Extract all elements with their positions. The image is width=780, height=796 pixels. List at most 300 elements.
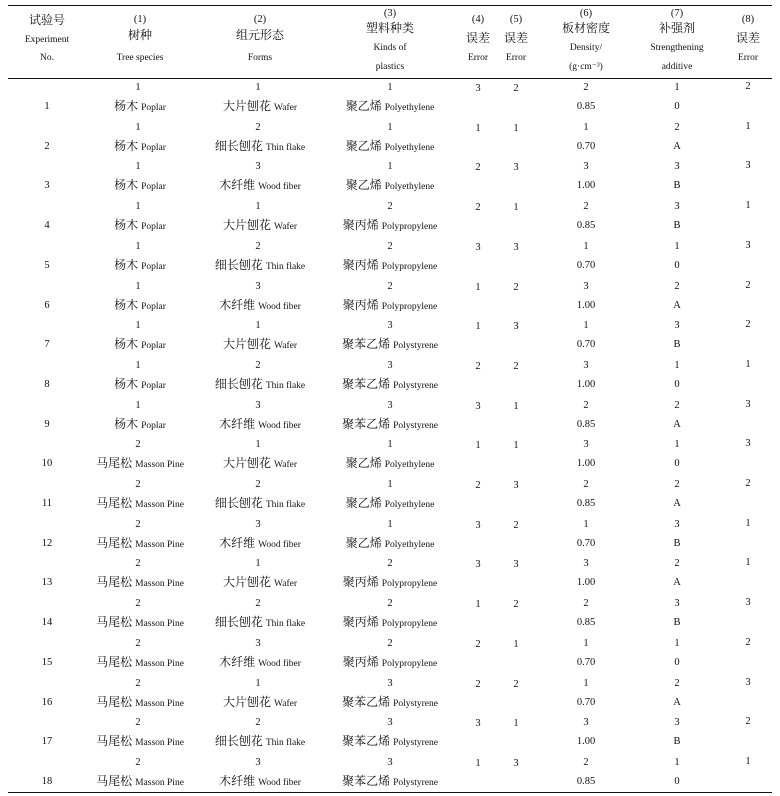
additive-value: B [673,220,681,232]
form-label [201,179,319,193]
form-level: 3 [255,756,261,768]
tree-species-zh: 马尾松 [96,575,133,590]
additive-value: 0 [674,378,680,390]
form-level: 3 [255,518,261,530]
plastic-zh: 聚苯乙烯 [342,337,391,352]
header-title-zh: 误差 [503,31,528,45]
density-level: 1 [583,320,589,332]
form-label [201,338,319,352]
error-8: 1 [745,358,751,370]
plastic-level: 1 [387,439,393,451]
additive-value: B [673,537,681,549]
experiment-number: 2 [44,140,50,152]
plastic-en: Polypropylene [381,261,438,272]
plastic-level: 2 [387,637,393,649]
experiment-number: 4 [44,220,50,232]
plastic-zh: 聚丙烯 [342,615,379,630]
plastic-level: 1 [387,82,393,93]
additive-level: 2 [674,399,680,411]
form-zh: 细长刨花 [214,496,263,510]
form-level: 2 [255,359,261,371]
tree-species-label [80,378,200,392]
header-title-en: Error [467,53,489,63]
plastic-en: Polyethylene [384,500,435,510]
tree-species-label [80,299,200,313]
density-level: 3 [583,161,589,173]
plastic-zh: 聚苯乙烯 [342,416,391,431]
form-level: 3 [255,161,261,173]
density-level: 2 [583,479,589,490]
experiment-number: 17 [41,736,53,748]
experiment-number: 5 [44,259,50,271]
tree-species-label [80,418,200,432]
density-value: 1.00 [576,577,596,589]
form-en: Wafer [274,222,297,233]
form-en: Wafer [274,460,297,471]
plastic-level: 3 [387,717,393,729]
header-title-en: Error [505,53,527,63]
plastic-level: 1 [387,518,393,530]
error-4: 3 [475,241,481,253]
density-level: 3 [583,359,589,371]
tree-species-label [80,537,200,551]
tree-species-level: 2 [135,756,141,768]
additive-level: 3 [674,201,680,213]
error-4: 3 [475,83,481,94]
tree-species-label [80,656,200,670]
plastic-en: Polyethylene [384,460,435,471]
form-label [201,616,319,630]
form-en: Thin flake [265,500,306,510]
header-title-zh: 试验号 [28,13,65,27]
error-5: 1 [513,122,519,134]
tree-species-level: 2 [135,518,141,530]
density-level: 3 [583,280,589,292]
plastic-en: Polyethylene [384,142,435,153]
tree-species-en: Poplar [141,261,166,272]
plastic-en: Polystyrene [393,420,438,431]
header-title-en: Density/ [569,43,603,53]
plastic-level: 1 [387,479,393,490]
form-zh: 细长刨花 [214,376,263,391]
density-level: 3 [583,558,589,570]
tree-species-level: 2 [135,637,141,649]
additive-value: A [673,418,681,430]
density-value: 0.85 [576,418,596,430]
header-number: (8) [741,14,755,25]
plastic-level: 3 [387,756,393,768]
plastic-en: Polypropylene [381,579,438,590]
error-8: 1 [745,200,751,212]
header-title-en: Experiment [24,35,70,45]
form-label [201,219,319,233]
error-8: 2 [745,319,751,331]
error-4: 3 [475,519,481,531]
form-en: Thin flake [265,380,306,391]
error-8: 2 [745,716,751,728]
tree-species-zh: 杨木 [114,416,139,431]
form-zh: 木纤维 [219,297,256,312]
tree-species-zh: 马尾松 [96,535,133,550]
tree-species-label [80,338,200,352]
density-level: 1 [583,121,589,133]
error-5: 2 [513,519,519,531]
form-en: Wafer [274,103,297,113]
plastic-level: 1 [387,161,393,173]
additive-level: 1 [674,637,680,649]
plastic-zh: 聚苯乙烯 [342,773,391,788]
error-8: 1 [745,557,751,569]
additive-level: 1 [674,240,680,252]
form-level: 3 [255,399,261,411]
density-level: 1 [583,240,589,252]
plastic-label [325,537,455,551]
plastic-label [325,616,455,630]
tree-species-zh: 杨木 [114,257,139,272]
error-4: 2 [475,360,481,372]
error-8: 3 [745,239,751,251]
plastic-label [325,497,455,511]
top-rule [8,5,772,6]
plastic-label [325,775,455,789]
header-title-zh: 板材密度 [561,21,610,35]
form-zh: 细长刨花 [214,138,263,153]
tree-species-zh: 杨木 [114,218,139,233]
plastic-level: 2 [387,201,393,213]
experiment-number: 7 [44,339,50,351]
experiment-number: 10 [41,458,53,470]
tree-species-zh: 杨木 [114,99,139,113]
tree-species-en: Poplar [141,420,166,431]
form-en: Thin flake [265,738,306,749]
additive-level: 2 [674,677,680,689]
additive-value: A [673,140,681,152]
tree-species-level: 1 [135,201,141,213]
plastic-level: 1 [387,121,393,133]
tree-species-zh: 杨木 [114,297,139,312]
error-5: 3 [513,757,519,769]
error-5: 2 [513,83,519,94]
density-value: 0.85 [576,220,596,232]
form-en: Wood fiber [258,420,301,431]
density-level: 2 [583,82,589,93]
tree-species-en: Masson Pine [135,500,184,510]
tree-species-label [80,179,200,193]
form-zh: 木纤维 [219,535,256,550]
form-zh: 木纤维 [219,654,256,669]
density-level: 3 [583,717,589,729]
plastic-level: 3 [387,677,393,689]
plastic-label [325,735,455,749]
density-value: 0.85 [576,775,596,787]
tree-species-level: 2 [135,558,141,570]
density-value: 0.70 [576,696,596,708]
form-zh: 大片刨花 [223,575,272,590]
plastic-label [325,576,455,590]
tree-species-level: 2 [135,598,141,610]
error-5: 1 [513,440,519,452]
additive-level: 2 [674,558,680,570]
error-8: 3 [745,438,751,450]
tree-species-en: Poplar [141,103,166,113]
header-number: (4) [471,14,485,25]
error-5: 3 [513,480,519,491]
form-label [201,418,319,432]
error-5: 3 [513,559,519,571]
tree-species-level: 1 [135,320,141,332]
plastic-en: Polystyrene [393,777,438,788]
plastic-zh: 聚丙烯 [342,654,379,669]
plastic-label [325,179,455,193]
form-label [201,100,319,114]
plastic-label [325,696,455,710]
error-8: 3 [745,676,751,688]
error-4: 2 [475,480,481,491]
plastic-en: Polypropylene [381,222,438,233]
tree-species-level: 1 [135,280,141,292]
experiment-number: 15 [41,656,53,668]
additive-level: 1 [674,439,680,451]
header-title-zh: 塑料种类 [365,21,414,35]
tree-species-level: 1 [135,121,141,133]
additive-value: A [673,696,681,708]
density-level: 2 [583,399,589,411]
form-level: 2 [255,598,261,610]
error-5: 1 [513,202,519,214]
header-title-en: Strengthening [650,43,704,53]
plastic-en: Polypropylene [381,301,438,312]
form-en: Wafer [274,341,297,352]
plastic-en: Polypropylene [381,658,438,669]
error-4: 2 [475,162,481,174]
plastic-en: Polystyrene [393,341,438,352]
experiment-number: 14 [41,617,53,629]
experiment-number: 13 [41,577,53,589]
header-title-en: Tree species [116,53,164,63]
header-title-en: plastics [375,62,405,72]
tree-species-en: Poplar [141,182,166,193]
error-4: 3 [475,559,481,571]
error-5: 1 [513,400,519,412]
plastic-zh: 聚丙烯 [342,218,379,233]
error-8: 1 [745,755,751,767]
plastic-en: Polyethylene [384,539,435,550]
density-level: 3 [583,439,589,451]
header-number: (2) [253,14,267,25]
form-label [201,140,319,154]
experiment-number: 6 [44,299,50,311]
error-4: 1 [475,321,481,333]
header-number: (3) [383,8,397,19]
density-value: 1.00 [576,736,596,748]
tree-species-en: Poplar [141,142,166,153]
plastic-zh: 聚乙烯 [345,456,382,471]
tree-species-en: Masson Pine [135,619,184,630]
additive-level: 2 [674,479,680,490]
plastic-en: Polyethylene [384,103,435,113]
header-number: (5) [509,14,523,25]
additive-level: 2 [674,121,680,133]
plastic-label [325,378,455,392]
form-zh: 木纤维 [219,178,256,193]
form-level: 3 [255,280,261,292]
plastic-label [325,299,455,313]
tree-species-label [80,100,200,114]
error-5: 1 [513,718,519,730]
header-number: (1) [133,14,147,25]
form-en: Wood fiber [258,301,301,312]
plastic-label [325,140,455,154]
plastic-zh: 聚乙烯 [345,496,382,510]
error-8: 2 [745,279,751,291]
additive-value: B [673,617,681,629]
plastic-level: 2 [387,280,393,292]
form-en: Wafer [274,579,297,590]
form-label [201,299,319,313]
tree-species-label [80,457,200,471]
form-zh: 大片刨花 [223,694,272,709]
error-4: 2 [475,638,481,650]
header-rule [8,78,772,79]
additive-value: B [673,339,681,351]
tree-species-level: 2 [135,479,141,490]
additive-value: 0 [674,101,680,112]
form-level: 2 [255,121,261,133]
tree-species-label [80,735,200,749]
plastic-en: Polypropylene [381,619,438,630]
form-level: 1 [255,82,261,93]
additive-level: 1 [674,756,680,768]
density-value: 0.70 [576,656,596,668]
plastic-label [325,656,455,670]
error-5: 3 [513,241,519,253]
header-title-zh: 误差 [735,31,760,45]
plastic-level: 3 [387,399,393,411]
error-4: 3 [475,400,481,412]
experiment-number: 16 [41,696,53,708]
error-8: 2 [745,81,751,92]
tree-species-en: Masson Pine [135,460,184,471]
tree-species-level: 2 [135,677,141,689]
experiment-number: 12 [41,537,53,549]
form-level: 1 [255,677,261,689]
additive-level: 3 [674,320,680,332]
density-value: 0.85 [576,498,596,509]
form-zh: 大片刨花 [223,99,272,113]
tree-species-zh: 马尾松 [96,654,133,669]
experiment-number: 1 [44,101,50,112]
tree-species-en: Poplar [141,222,166,233]
tree-species-label [80,497,200,511]
density-level: 2 [583,756,589,768]
tree-species-zh: 杨木 [114,138,139,153]
form-en: Thin flake [265,619,306,630]
tree-species-zh: 马尾松 [96,615,133,630]
tree-species-label [80,259,200,273]
density-value: 0.85 [576,101,596,112]
error-5: 2 [513,360,519,372]
additive-level: 3 [674,717,680,729]
form-label [201,576,319,590]
plastic-level: 3 [387,320,393,332]
plastic-label [325,259,455,273]
density-level: 1 [583,518,589,530]
error-4: 1 [475,440,481,452]
error-4: 3 [475,718,481,730]
plastic-label [325,100,455,114]
error-4: 1 [475,281,481,293]
form-level: 2 [255,479,261,490]
tree-species-zh: 马尾松 [96,496,133,510]
tree-species-label [80,775,200,789]
form-level: 1 [255,439,261,451]
experiment-number: 9 [44,418,50,430]
tree-species-zh: 马尾松 [96,456,133,471]
density-level: 1 [583,637,589,649]
experiment-number: 8 [44,378,50,390]
form-label [201,735,319,749]
tree-species-en: Masson Pine [135,658,184,669]
tree-species-level: 2 [135,439,141,451]
additive-value: A [673,577,681,589]
header-title-en: No. [40,53,54,63]
form-zh: 细长刨花 [214,734,263,749]
tree-species-level: 1 [135,359,141,371]
error-4: 1 [475,599,481,611]
form-label [201,775,319,789]
plastic-zh: 聚苯乙烯 [342,376,391,391]
header-title-en: Kinds of [373,43,407,53]
form-label [201,378,319,392]
form-level: 2 [255,717,261,729]
additive-value: B [673,180,681,192]
tree-species-en: Poplar [141,380,166,391]
density-value: 0.70 [576,140,596,152]
header-title-zh: 补强剂 [658,21,695,35]
error-8: 1 [745,120,751,132]
plastic-zh: 聚丙烯 [342,257,379,272]
plastic-zh: 聚苯乙烯 [342,734,391,749]
form-level: 1 [255,320,261,332]
tree-species-level: 1 [135,240,141,252]
plastic-en: Polystyrene [393,738,438,749]
additive-level: 3 [674,161,680,173]
error-5: 2 [513,678,519,690]
tree-species-en: Masson Pine [135,738,184,749]
tree-species-en: Masson Pine [135,539,184,550]
plastic-label [325,219,455,233]
error-5: 2 [513,281,519,293]
density-level: 2 [583,201,589,213]
plastic-level: 2 [387,598,393,610]
tree-species-label [80,696,200,710]
header-title-en: Error [737,53,759,63]
tree-species-label [80,140,200,154]
density-value: 1.00 [576,378,596,390]
additive-level: 3 [674,598,680,610]
header-title-en: additive [661,62,693,72]
header-title-en: (g·cm⁻³) [569,62,603,72]
density-value: 0.70 [576,259,596,271]
error-4: 2 [475,678,481,690]
error-8: 3 [745,597,751,609]
plastic-zh: 聚苯乙烯 [342,694,391,709]
form-label [201,656,319,670]
error-8: 2 [745,636,751,648]
tree-species-level: 2 [135,717,141,729]
tree-species-level: 1 [135,161,141,173]
density-level: 1 [583,677,589,689]
